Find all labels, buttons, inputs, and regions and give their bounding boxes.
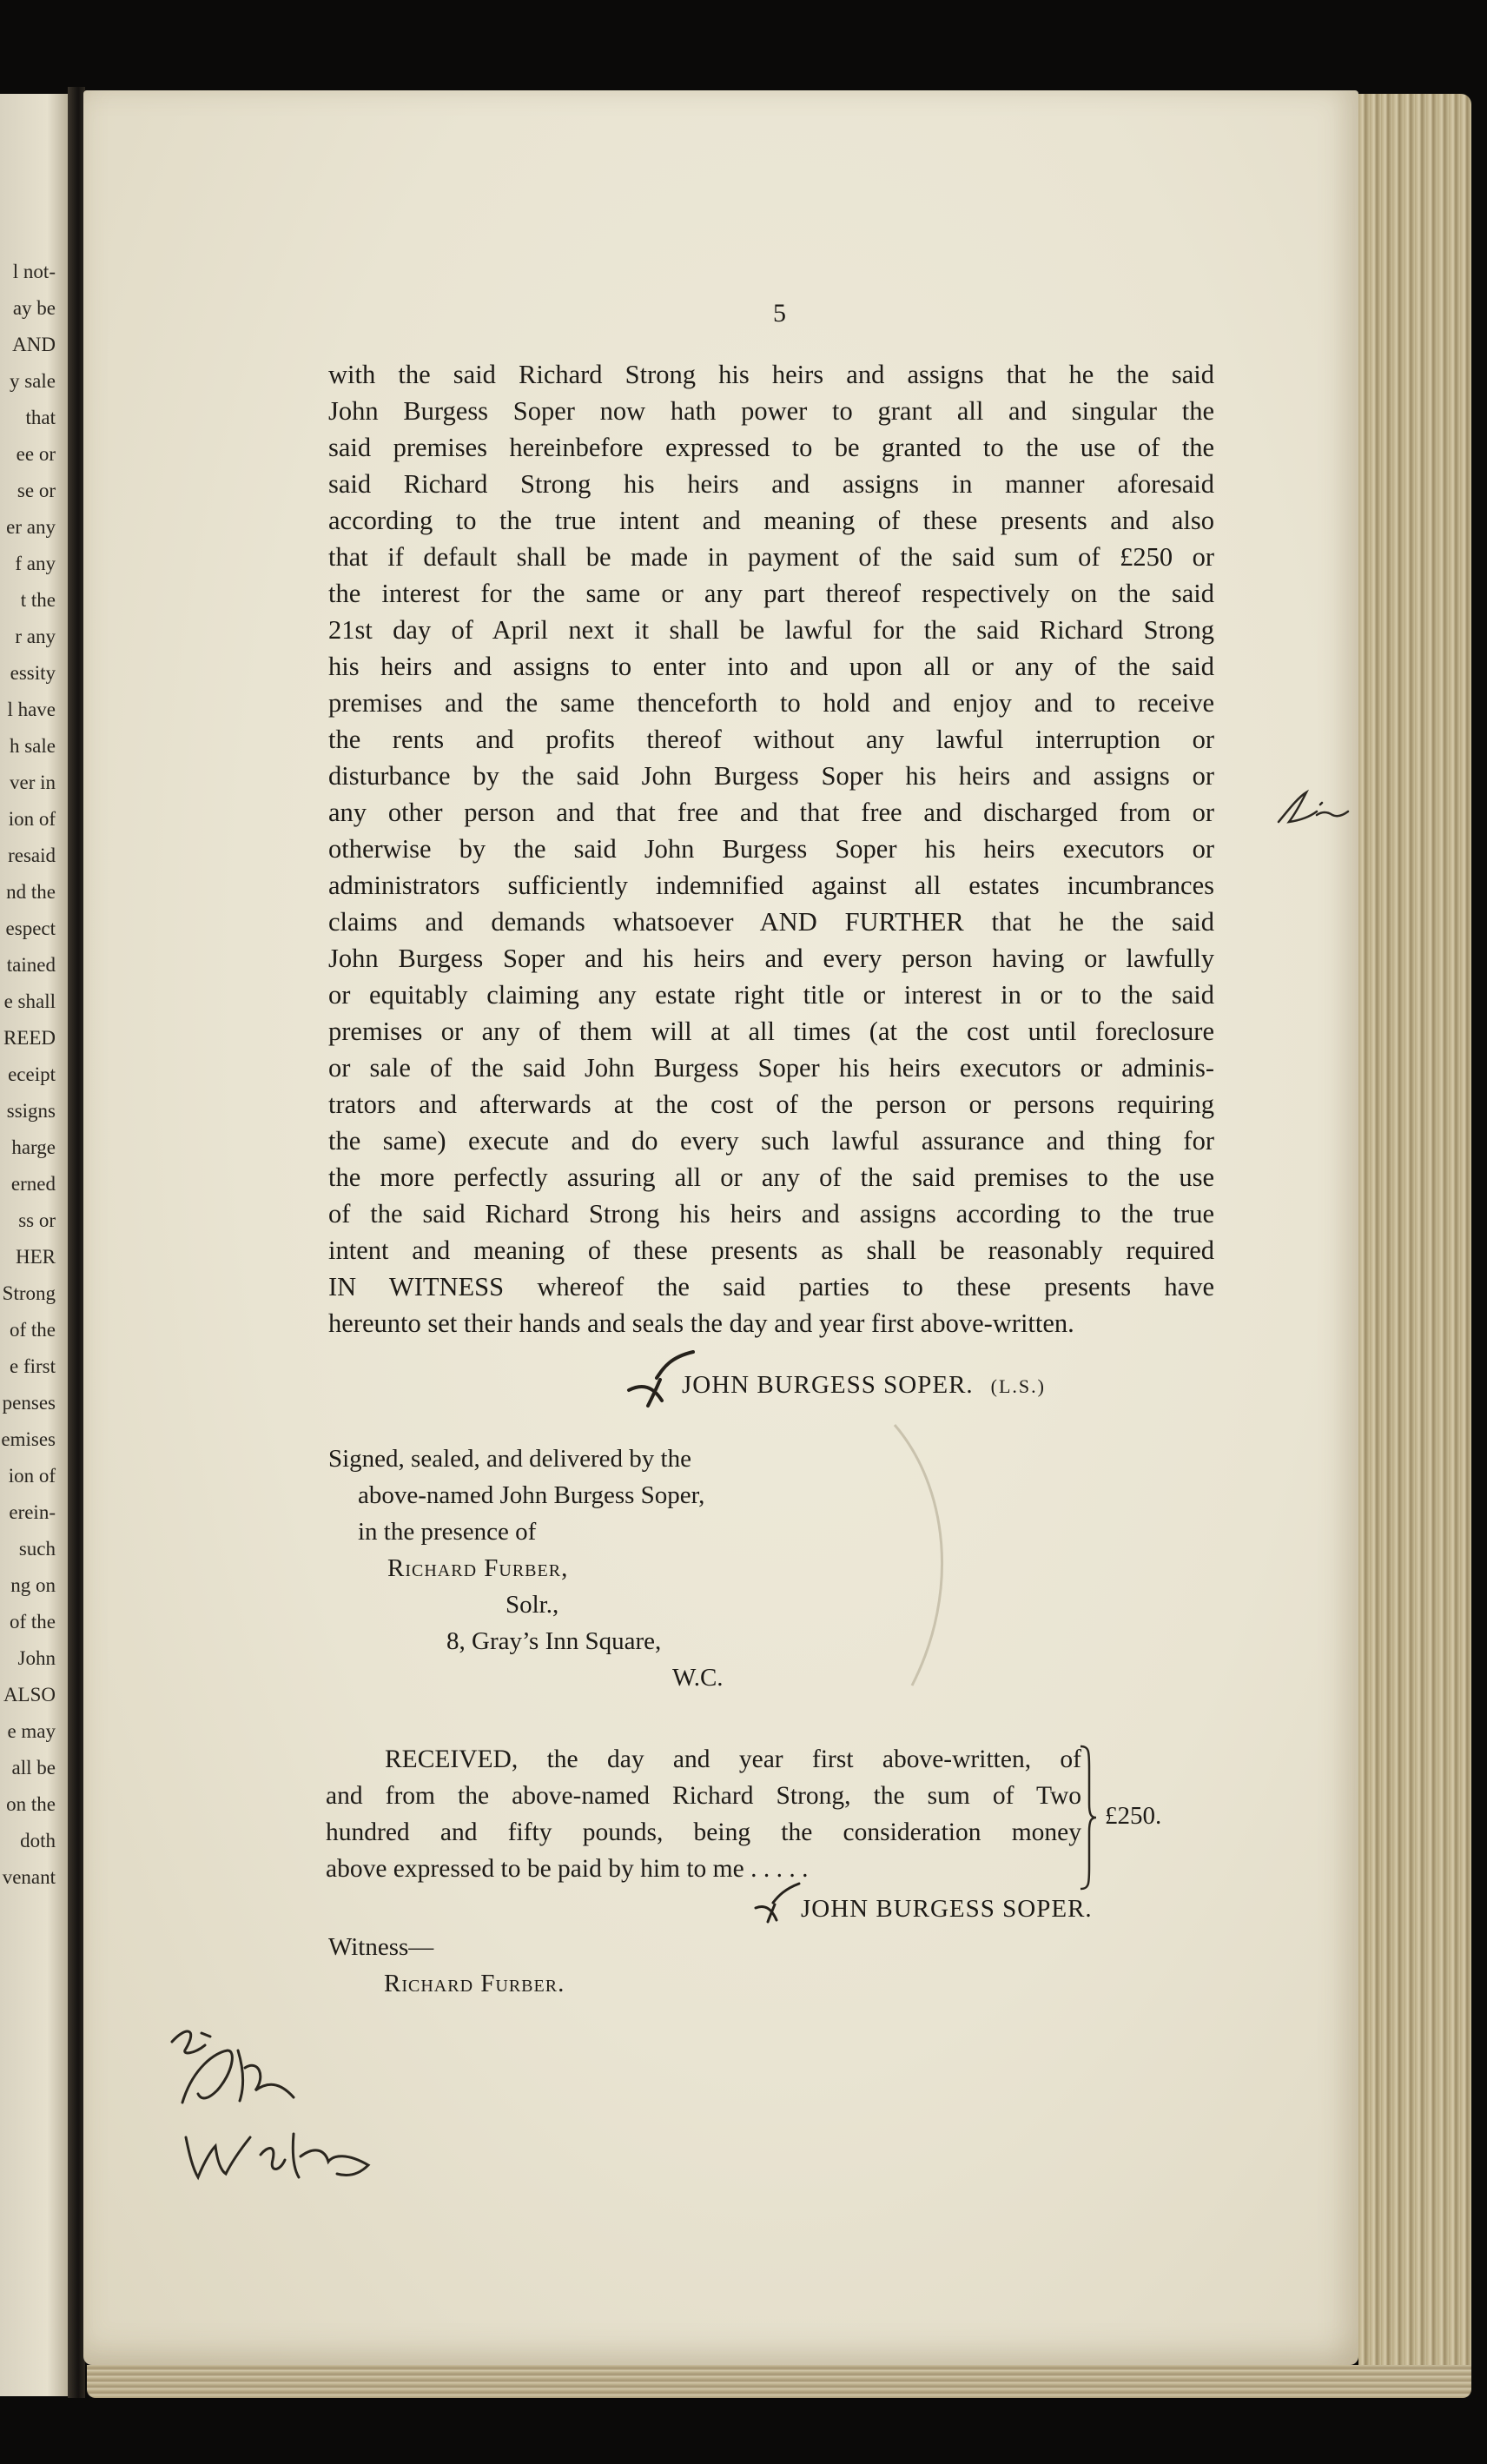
deed-body-text — [328, 356, 1214, 1341]
facing-page-word: l not- — [12, 261, 56, 282]
margin-initial-mark — [1275, 785, 1353, 829]
body-line: or equitably claiming any estate right title or interest in or to the said — [328, 980, 1214, 1010]
page-number: 5 — [773, 299, 786, 328]
emboss-seal-arc — [877, 1416, 981, 1694]
facing-page-word: er any — [6, 516, 56, 538]
witness-address-line-2: W.C. — [672, 1664, 724, 1692]
facing-page-word: eceipt — [8, 1063, 56, 1085]
receipt-witness-name: Richard Furber. — [384, 1970, 565, 1997]
body-line: said Richard Strong his heirs and assigns in manner aforesaid — [328, 469, 1214, 499]
facing-page-word: erned — [10, 1173, 56, 1195]
body-line: claims and demands whatsoever AND FURTHER that he the said — [328, 907, 1214, 937]
facing-page-word: tained — [6, 954, 56, 976]
attestation-block — [328, 1441, 724, 1696]
page-edges — [1358, 94, 1471, 2388]
attestation-line-1: Signed, sealed, and delivered by the — [328, 1445, 691, 1473]
facing-page-word: venant — [2, 1866, 56, 1888]
body-line: 21st day of April next it shall be lawful for the said Richard Strong — [328, 615, 1214, 645]
attesting-witness-title: Solr., — [506, 1591, 559, 1619]
facing-page-word: penses — [2, 1392, 56, 1414]
receipt-line: RECEIVED, the day and year first above-written, of — [385, 1745, 1081, 1773]
receipt-line: and from the above-named Richard Strong, the sum of Two — [326, 1782, 1081, 1810]
facing-page-word: harge — [11, 1136, 56, 1158]
body-line: intent and meaning of these presents as shall be reasonably required — [328, 1235, 1214, 1265]
body-line: premises or any of them will at all times (at the cost until foreclosure — [328, 1017, 1214, 1046]
witness-label: Witness— — [328, 1933, 434, 1961]
facing-page-word: e shall — [3, 990, 56, 1012]
handwritten-scribble-signature — [163, 2007, 389, 2189]
body-line: the more perfectly assuring all or any of the said premises to the use — [328, 1162, 1214, 1192]
facing-page-word: such — [18, 1538, 56, 1560]
body-line: premises and the same thenceforth to hold and enjoy and to receive — [328, 688, 1214, 718]
facing-page-word: nd the — [6, 881, 56, 903]
facing-page-word: y sale — [9, 370, 56, 392]
facing-page-word: resaid — [8, 845, 56, 866]
facing-page-word: ay be — [12, 297, 56, 319]
facing-page-word: Strong — [2, 1282, 56, 1304]
body-line: hereunto set their hands and seals the day and year first above-written. — [328, 1308, 1074, 1338]
facing-page-word: r any — [15, 626, 56, 647]
facing-page-word: of the — [9, 1319, 56, 1341]
body-line: the same) execute and do every such lawful assurance and thing for — [328, 1126, 1214, 1156]
body-line: with the said Richard Strong his heirs and assigns that he the said — [328, 360, 1214, 389]
facing-page-word: ion of — [8, 808, 56, 830]
facing-page-word: doth — [20, 1830, 56, 1851]
body-line: disturbance by the said John Burgess Soper his heirs and assigns or — [328, 761, 1214, 791]
facing-page-word: AND — [12, 334, 56, 355]
body-line: said premises hereinbefore expressed to be granted to the use of the — [328, 433, 1214, 462]
facing-page-word: REED — [3, 1027, 56, 1049]
facing-page-word: se or — [17, 480, 56, 501]
facing-page-word: all be — [11, 1757, 56, 1778]
facing-page-word: ver in — [9, 772, 56, 793]
receipt-amount: £250. — [1105, 1802, 1162, 1830]
receipt-line: above expressed to be paid by him to me . . . . . — [326, 1855, 809, 1883]
facing-page-word: ALSO — [3, 1684, 56, 1706]
receipt-paragraph — [326, 1741, 1081, 1887]
witness-address-line-1: 8, Gray’s Inn Square, — [446, 1627, 662, 1655]
body-line: trators and afterwards at the cost of the person or persons requiring — [328, 1090, 1214, 1119]
facing-page-word: espect — [5, 917, 56, 939]
attesting-witness-name: Richard Furber, — [387, 1554, 569, 1582]
seal-marker: (L.S.) — [990, 1375, 1046, 1397]
body-line: the interest for the same or any part thereof respectively on the said — [328, 579, 1214, 608]
facing-page-word: ss or — [18, 1209, 56, 1231]
facing-page-word: that — [25, 407, 56, 428]
attestation-line-3: in the presence of — [358, 1518, 537, 1546]
facing-page-word: essity — [10, 662, 56, 684]
facing-page-word: ion of — [8, 1465, 56, 1487]
facing-page-word: f any — [15, 553, 56, 574]
facing-page-word: emises — [1, 1428, 56, 1450]
facing-page-word: l have — [7, 699, 56, 720]
body-line: according to the true intent and meaning of these presents and also — [328, 506, 1214, 535]
page-stack-bottom — [87, 2365, 1471, 2398]
body-line: any other person and that free and that free and discharged from or — [328, 798, 1214, 827]
facing-page-word: ssigns — [6, 1100, 56, 1122]
attestation-line-2: above-named John Burgess Soper, — [358, 1481, 705, 1509]
body-line: administrators sufficiently indemnified against all estates incumbrances — [328, 871, 1214, 900]
facing-page-word: ee or — [16, 443, 56, 465]
body-line: John Burgess Soper and his heirs and every person having or lawfully — [328, 944, 1214, 973]
facing-page-word: e may — [7, 1720, 56, 1742]
facing-page-fragment — [0, 94, 68, 2396]
handwritten-x-mark-2 — [752, 1882, 804, 1925]
facing-page-word: h sale — [9, 735, 56, 757]
signature-line-1 — [682, 1371, 1046, 1400]
body-line: his heirs and assigns to enter into and upon all or any of the said — [328, 652, 1214, 681]
facing-page-word: ng on — [10, 1574, 56, 1596]
body-line: the rents and profits thereof without any lawful interruption or — [328, 725, 1214, 754]
curly-brace — [1077, 1743, 1100, 1892]
facing-page-word: on the — [6, 1793, 56, 1815]
facing-page-word: e first — [9, 1355, 56, 1377]
receipt-line: hundred and fifty pounds, being the consideration money — [326, 1818, 1081, 1846]
facing-page-word: HER — [16, 1246, 56, 1268]
receipt-witness-block — [328, 1929, 565, 2002]
receipt-signatory-name: JOHN BURGESS SOPER. — [801, 1895, 1093, 1923]
facing-page-word: John — [17, 1647, 56, 1669]
facing-page-word: erein- — [9, 1501, 56, 1523]
body-line: that if default shall be made in payment of the said sum of £250 or — [328, 542, 1214, 572]
body-line: IN WITNESS whereof the said parties to these presents have — [328, 1272, 1214, 1302]
body-line: or sale of the said John Burgess Soper his heirs executors or adminis- — [328, 1053, 1214, 1083]
signatory-name: JOHN BURGESS SOPER. — [682, 1371, 974, 1399]
facing-page-word: of the — [9, 1611, 56, 1633]
body-line: of the said Richard Strong his heirs and assigns according to the true — [328, 1199, 1214, 1229]
facing-page-word: t the — [20, 589, 56, 611]
body-line: otherwise by the said John Burgess Soper his heirs executors or — [328, 834, 1214, 864]
book-gutter — [68, 87, 85, 2398]
body-line: John Burgess Soper now hath power to grant all and singular the — [328, 396, 1214, 426]
